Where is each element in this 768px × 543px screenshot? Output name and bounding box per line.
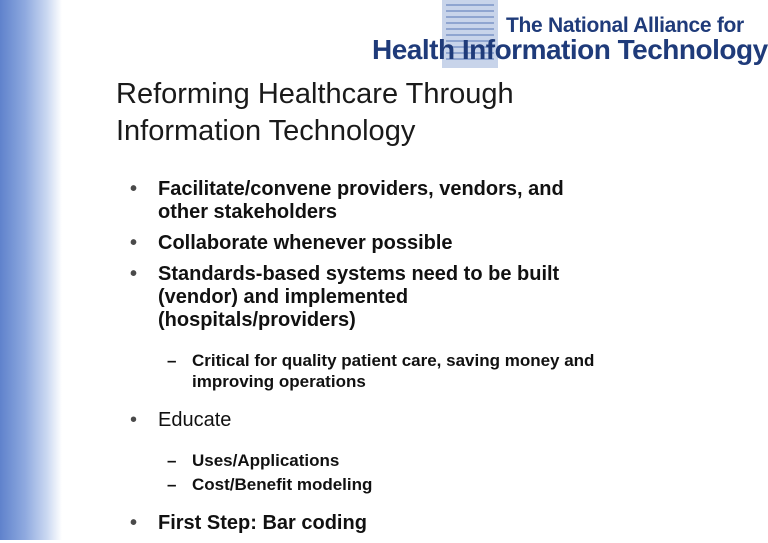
bullet-marker: • xyxy=(130,232,138,254)
logo-text-line2 xyxy=(372,34,768,66)
bullet-text: (hospitals/providers) xyxy=(158,309,356,331)
bullet-marker: • xyxy=(130,512,138,534)
bullet-marker: • xyxy=(130,263,138,285)
sub-bullet-text: Critical for quality patient care, saving money and xyxy=(192,351,595,370)
logo-text-health: Health xyxy=(372,34,462,65)
logo-text-it: Information Technology xyxy=(461,34,768,65)
slide-title xyxy=(116,76,676,150)
bullet-text: First Step: Bar coding xyxy=(158,512,367,534)
sub-bullet-marker: – xyxy=(167,475,177,494)
bullet-item xyxy=(130,263,690,332)
bullet-text: Educate xyxy=(158,409,232,431)
sub-bullet-text: Uses/Applications xyxy=(192,451,340,470)
sub-bullet-marker: – xyxy=(167,351,177,370)
spacer xyxy=(130,440,690,450)
sub-bullet-text: improving operations xyxy=(192,372,366,391)
spacer xyxy=(130,340,690,350)
sub-bullet-text: Cost/Benefit modeling xyxy=(192,475,373,494)
logo-text-line1: The National Alliance for xyxy=(506,14,744,37)
bullet-item xyxy=(130,409,690,432)
slide-title-line2: Information Technology xyxy=(116,115,416,147)
bullet-list xyxy=(130,178,690,543)
bullet-item xyxy=(130,232,690,255)
bullet-text: Standards-based systems need to be built xyxy=(158,263,560,285)
bullet-item xyxy=(130,178,690,224)
bullet-text: (vendor) and implemented xyxy=(158,286,409,308)
bullet-marker: • xyxy=(130,409,138,431)
left-gradient-bar xyxy=(0,0,62,540)
spacer xyxy=(130,498,690,512)
bullet-text: other stakeholders xyxy=(158,201,337,223)
sub-bullet-item xyxy=(130,474,690,495)
bullet-marker: • xyxy=(130,178,138,200)
sub-bullet-marker: – xyxy=(167,451,177,470)
bullet-text: Collaborate whenever possible xyxy=(158,232,453,254)
sub-bullet-item xyxy=(130,350,690,392)
bullet-text: Facilitate/convene providers, vendors, and xyxy=(158,178,564,200)
organization-logo xyxy=(372,0,768,68)
spacer xyxy=(130,395,690,409)
bullet-item xyxy=(130,512,690,535)
sub-bullet-item xyxy=(130,450,690,471)
slide-title-line1: Reforming Healthcare Through xyxy=(116,78,514,110)
